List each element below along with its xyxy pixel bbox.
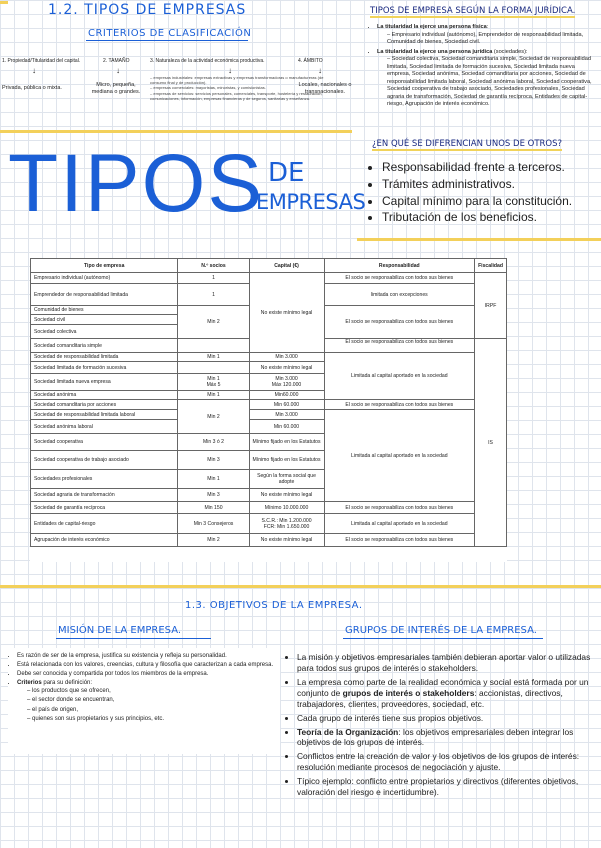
table-row [31,502,507,514]
table-cell: Sociedad de responsabilidad limitada laboral [31,410,178,420]
table-cell: Agrupación de interés económico [31,534,178,547]
list-item: • La empresa como parte de la realidad económica y social está formada por un conjunto de grupos de interés o stakeholders: accionistas, directivos, trabajadores, clientes, proveedores, sociedad, etc. [297,677,601,710]
section-title-1-3: 1.3. OBJETIVOS DE LA EMPRESA. [185,600,363,611]
list-item: • Capital mínimo para la constitución. [382,193,601,210]
table-cell: El socio se responsabiliza con todos sus bienes [324,273,475,284]
table-row [31,534,507,547]
mision-list [8,648,280,723]
table-cell: Sociedad de garantía recíproca [31,502,178,514]
table-cell [178,362,249,374]
table-cell: Sociedad cooperativa [31,434,178,451]
big-title-de: DE [268,158,305,188]
list-item: • Cada grupo de interés tiene sus propios objetivos. [297,713,601,724]
column-header: Fiscalidad [475,259,507,273]
list-item: • Conflictos entre la creación de valor y los objetivos de los grupos de interés: resolución mediante procesos de negociación y ajuste. [297,751,601,773]
column-header: N.º socios [178,259,249,273]
big-title-empresas: EMPRESAS [256,190,366,214]
table-cell: Limitada al capital aportado en la sociedad [324,353,475,400]
list-item: • Está relacionada con los valores, creencias, cultura y filosofía que caracterizan a cada empresa. [17,661,276,669]
table-row [31,410,507,420]
list-item: – quienes son sus propietarios y sus principios, etc. [27,715,276,723]
table-cell: Sociedad anónima laboral [31,420,178,434]
table-cell: Según la forma social que adopte [249,470,324,489]
table-cell: No existe mínimo legal [249,362,324,374]
table-cell: IS [475,339,507,547]
table-cell: Sociedad cooperativa de trabajo asociado [31,451,178,470]
table-cell: 1 [178,284,249,306]
table-cell: Min 3 ó 2 [178,434,249,451]
list-item: • Tributación de los beneficios. [382,209,601,226]
list-item: • Debe ser conocida y compartida por todos los miembros de la empresa. [17,670,276,678]
table-cell: No existe mínimo legal [249,273,324,353]
differences-title: ¿EN QUÉ SE DIFERENCIAN UNOS DE OTROS? [372,139,563,149]
table-cell: Limitada al capital aportado en la sociedad [324,514,475,534]
list-item: • Trámites administrativos. [382,176,601,193]
criterion-4-value: Locales, nacionales o transnacionales. [298,82,352,95]
table-cell: Empresario individual (autónomo) [31,273,178,284]
table-cell: Limitada al capital aportado en la sociedad [324,410,475,502]
table-cell: El socio se responsabiliza con todos sus bienes [324,339,475,353]
table-cell: Min 1 Máx 5 [178,374,249,391]
mision-underline [56,638,211,639]
list-item: • Teoría de la Organización: los objetivos empresariales deben integrar los objetivos de los grupos de interés. [297,727,601,749]
list-item: • Es razón de ser de la empresa, justifica su existencia y refleja su personalidad. [17,652,276,660]
table-cell: Sociedad colectiva [31,325,178,339]
arrow-down-icon: ↓ [32,66,36,75]
list-item: – el sector donde se encuentran, [27,696,276,704]
list-item: – los productos que se ofrecen, [27,687,276,695]
table-cell: Min 3.000 [249,353,324,362]
differences-list [370,159,601,226]
grupos-underline [343,638,543,639]
table-cell: No existe mínimo legal [249,534,324,547]
table-cell: Min 1 [178,353,249,362]
list-item: • Criterios para su definición: – los productos que se ofrecen, – el sector donde se encuentran, – el país de origen, – quienes son sus propietarios y sus principios, etc. [17,679,276,722]
yellow-divider [0,1,8,4]
juridica-list [367,24,599,109]
table-cell: Comunidad de bienes [31,306,178,315]
table-cell: El socio se responsabiliza con todos sus bienes [324,502,475,514]
column-header: Responsabilidad [324,259,475,273]
table-cell: Sociedad comanditaria simple [31,339,178,353]
section-title-1-2: 1.2. TIPOS DE EMPRESAS [48,2,247,18]
table-cell: Sociedad anónima [31,391,178,400]
table-cell: IRPF [475,273,507,339]
criterion-1-label: 1. Propiedad/Titularidad del capital. [2,58,81,64]
criterion-4-label: 4. ÁMBITO [298,58,323,64]
table-cell: Sociedad civil [31,315,178,325]
table-cell: Min 1 [178,391,249,400]
list-item: – empresas comerciales: mayoristas, minoristas, y comisionistas. [150,85,266,91]
criterion-2-label: 2. TAMAÑO [103,58,130,64]
table-cell [178,339,249,353]
table-cell: El socio se responsabiliza con todos sus bienes [324,400,475,410]
table-cell: S.C.R.: Min 1.200.000 FCR: Min 1.650.000 [249,514,324,534]
table-cell: Sociedad limitada nueva empresa [31,374,178,391]
table-cell: limitada con excepciones [324,284,475,306]
table-cell: El socio se responsabiliza con todos sus bienes [324,306,475,339]
criterion-2-value: Micro, pequeña, mediana o grandes. [91,82,141,95]
list-item: – Empresario individual (autónomo), Emprendedor de responsabilidad limitada, Comunidad de bienes, Sociedad civil. [387,32,599,47]
table-row [31,514,507,534]
criteria-underline [86,40,248,41]
list-item: • La titularidad la ejerce una persona jurídica (sociedades): – Sociedad colectiva, Sociedad comanditaria simple, Sociedad de responsabilidad limitada, Sociedad limitada de formación sucesiva, Sociedad limitada nueva empresa, Sociedad anónima, Sociedad comanditaria por acciones, Sociedad de responsabilidad limitada laboral, Sociedad anónima laboral, Sociedad cooperativa, Sociedad cooperativa de trabajo asociado, Sociedades profesionales, Sociedad agraria de transformación, Sociedad de garantía recíproca, Entidades de capital-riesgo, Agrupación de interés económico. [377,49,599,109]
list-item: – empresas de servicios: servicios personales, comerciales, transporte, hostelería y restauración, comunicaciones, información, empresas financieras y de seguros, sanitarias y enseñanza. [150,90,323,101]
mision-box [8,648,280,754]
table-cell: Min 60.000 [249,400,324,410]
grupos-title: GRUPOS DE INTERÉS DE LA EMPRESA. [345,625,537,636]
yellow-divider [357,238,601,241]
table-cell: Min 3 [178,451,249,470]
criterion-3-label: 3. Naturaleza de la actividad económica productiva. [150,58,265,64]
table-cell: No existe mínimo legal [249,489,324,502]
sector-list [150,75,325,101]
yellow-divider [0,130,352,133]
table-cell: Min 3.000 Máx 120.000 [249,374,324,391]
table-row [31,400,507,410]
table-cell: Entidades de capital-riesgo [31,514,178,534]
table-header-row [31,259,507,273]
table-cell: Min 2 [178,306,249,339]
table-cell: Sociedades profesionales [31,470,178,489]
table-row [31,353,507,362]
table-cell: Min 2 [178,400,249,434]
arrow-down-icon: ↓ [318,66,322,75]
list-item: • Responsabilidad frente a terceros. [382,159,601,176]
list-item: • La titularidad la ejerce una persona física: – Empresario individual (autónomo), Emprendedor de responsabilidad limitada, Comunidad de bienes, Sociedad civil. [377,24,599,47]
table-row [31,273,507,284]
table-cell: Sociedad de responsabilidad limitada [31,353,178,362]
table-cell: Min60.000 [249,391,324,400]
list-item: • La misión y objetivos empresariales también debieran aportar valor o utilizadas para todos sus grupos de interés o stakeholders. [297,652,601,674]
arrow-down-icon: ↓ [116,66,120,75]
arrow-down-icon: ↓ [228,66,232,75]
table-cell: Mínimo fijado en los Estatutos [249,434,324,451]
list-item: • Típico ejemplo: conflicto entre propietarios y directivos (diferentes objetivos, valoración del riesgo e incertidumbre). [297,776,601,798]
column-header: Capital (€) [249,259,324,273]
table-cell: Sociedad limitada de formación sucesiva [31,362,178,374]
table-cell: Sociedad agraria de transformación [31,489,178,502]
juridica-box [367,24,599,136]
company-types-table [30,258,507,562]
juridica-title: TIPOS DE EMPRESA SEGÚN LA FORMA JURÍDICA. [370,6,576,16]
table-cell: Mínimo 10.000.000 [249,502,324,514]
table-cell: Min 1 [178,470,249,489]
column-header: Tipo de empresa [31,259,178,273]
mision-title: MISIÓN DE LA EMPRESA. [58,625,182,636]
table-cell: Sociedad comanditaria por acciones [31,400,178,410]
table-cell: Min 3.000 [249,410,324,420]
table-cell: 1 [178,273,249,284]
table-cell: Min 2 [178,534,249,547]
grupos-list [286,652,601,801]
list-item: – Sociedad colectiva, Sociedad comanditaria simple, Sociedad de responsabilidad limitada, Sociedad limitada de formación sucesiva, Sociedad limitada nueva empresa, Sociedad anónima, Sociedad comanditaria por acciones, Sociedad de responsabilidad limitada laboral, Sociedad anónima laboral, Sociedad cooperativa, Sociedad cooperativa de trabajo asociado, Sociedades profesionales, Sociedad agraria de transformación, Sociedad de garantía recíproca, Entidades de capital-riesgo, Agrupación de interés económico. [387,56,599,109]
list-item: – empresas industriales: empresas extractivas y empresas transformadoras o manufactureras (de consumo final y de producción). [150,75,324,86]
table-cell: El socio se responsabiliza con todos sus bienes [324,534,475,547]
table-cell: Mínimo fijado en los Estatutos [249,451,324,470]
criteria-title: CRITERIOS DE CLASIFICACIÓN [88,28,252,39]
table-cell: Min 3 Consejeros [178,514,249,534]
table-cell: Min 3 [178,489,249,502]
yellow-divider [0,585,601,588]
big-title-tipos: TIPOS [8,138,265,229]
table-cell: Min 60.000 [249,420,324,434]
table-cell: Min 150 [178,502,249,514]
list-item: – el país de origen, [27,706,276,714]
criterion-1-value: Privada, pública o mixta. [2,85,62,91]
table-cell: Emprendedor de responsabilidad limitada [31,284,178,306]
